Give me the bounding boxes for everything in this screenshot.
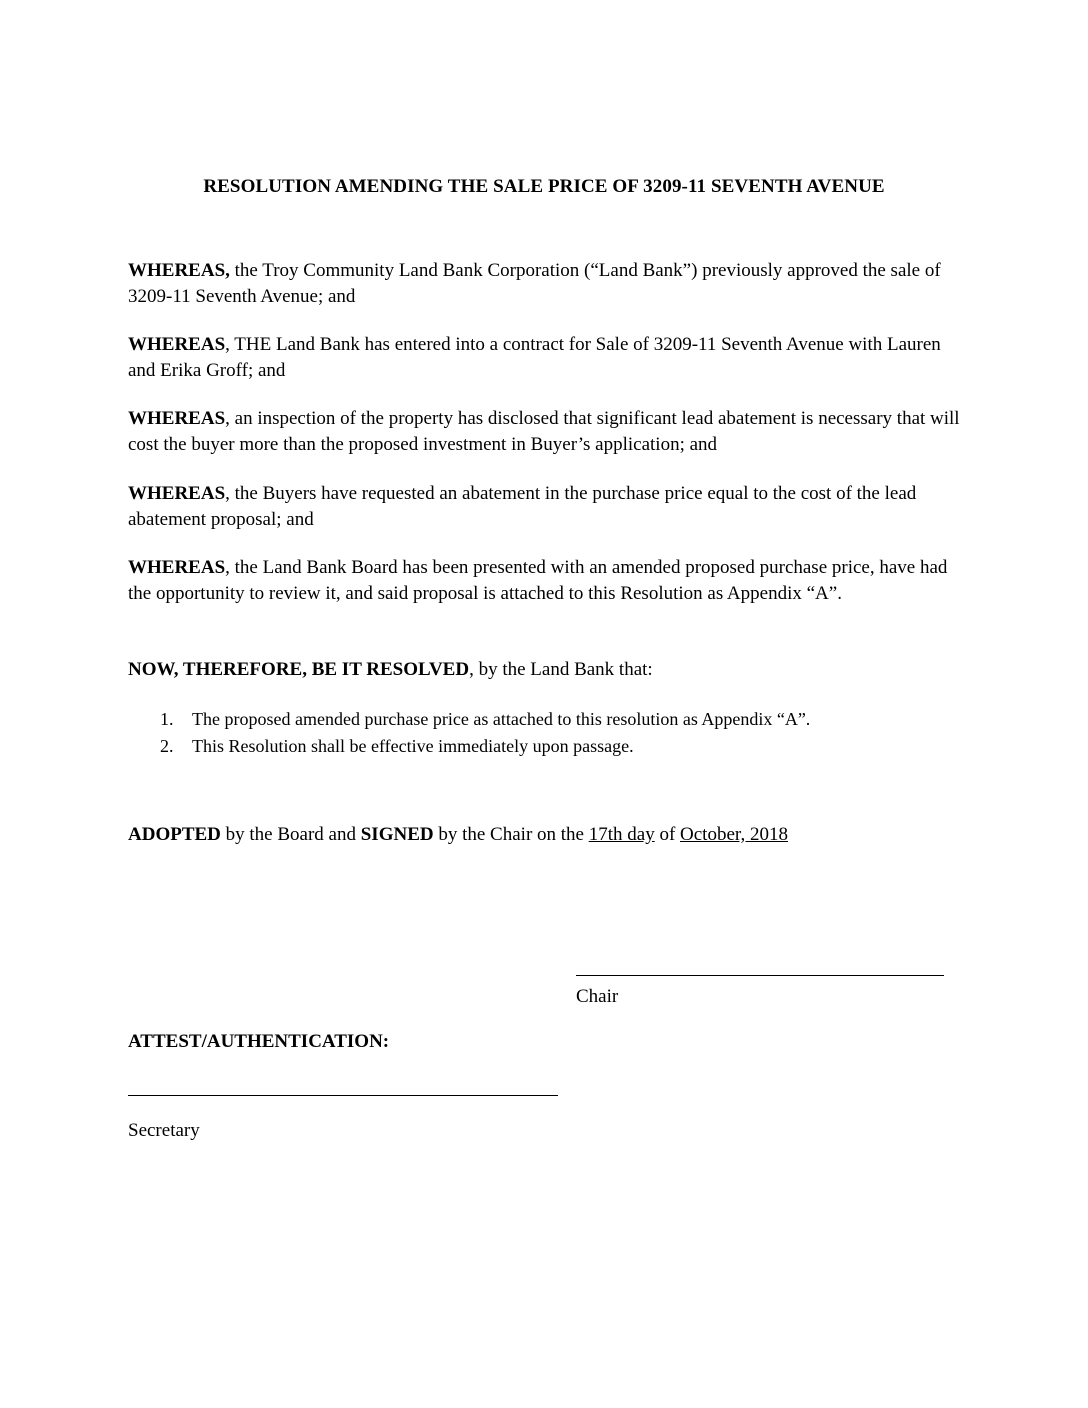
adopted-text: by the Chair on the bbox=[433, 824, 589, 845]
whereas-text: , an inspection of the property has disclosed that significant lead abatement is necessary that will cost the buyer more than the proposed investment in Buyer’s application; and bbox=[128, 408, 960, 455]
resolved-lead: NOW, THEREFORE, BE IT RESOLVED bbox=[128, 659, 470, 680]
list-item-number: 1. bbox=[160, 709, 174, 729]
adoption-statement bbox=[128, 822, 968, 848]
whereas-text: the Troy Community Land Bank Corporation (“Land Bank”) previously approved the sale of 3209-11 Seventh Avenue; and bbox=[128, 260, 941, 307]
list-item bbox=[160, 733, 960, 760]
document-title: RESOLUTION AMENDING THE SALE PRICE OF 3209-11 SEVENTH AVENUE bbox=[203, 176, 885, 197]
secretary-label: Secretary bbox=[128, 1120, 200, 1141]
resolved-text: , by the Land Bank that: bbox=[469, 659, 653, 680]
resolved-clause bbox=[128, 657, 968, 683]
adoption-day: 17th day bbox=[588, 824, 655, 845]
adopted-word: ADOPTED bbox=[128, 824, 221, 845]
whereas-lead: WHEREAS bbox=[128, 334, 226, 355]
list-item bbox=[160, 706, 960, 733]
whereas-clause-4 bbox=[128, 481, 968, 533]
signed-word: SIGNED bbox=[360, 824, 434, 845]
whereas-clause-2 bbox=[128, 332, 968, 384]
whereas-clause-5 bbox=[128, 555, 968, 607]
adopted-text: of bbox=[654, 824, 681, 845]
whereas-text: , the Land Bank Board has been presented with an amended proposed purchase price, have had the opportunity to review it, and said proposal is attached to this Resolution as Appendix “A”. bbox=[128, 557, 948, 604]
adopted-text: by the Board and bbox=[220, 824, 361, 845]
whereas-lead: WHEREAS, bbox=[128, 260, 230, 281]
adoption-date: October, 2018 bbox=[680, 824, 788, 845]
whereas-lead: WHEREAS bbox=[128, 483, 226, 504]
resolution-list bbox=[160, 706, 960, 760]
chair-signature-line bbox=[576, 975, 944, 976]
whereas-text: , the Buyers have requested an abatement in the purchase price equal to the cost of the lead abatement proposal; and bbox=[128, 483, 917, 530]
attest-heading: ATTEST/AUTHENTICATION: bbox=[128, 1031, 390, 1052]
whereas-text: , THE Land Bank has entered into a contract for Sale of 3209-11 Seventh Avenue with Lauren and Erika Groff; and bbox=[128, 334, 941, 381]
list-item-text: This Resolution shall be effective immediately upon passage. bbox=[192, 736, 634, 756]
whereas-clause-3 bbox=[128, 406, 968, 458]
whereas-lead: WHEREAS bbox=[128, 408, 226, 429]
chair-label: Chair bbox=[576, 986, 619, 1007]
whereas-lead: WHEREAS bbox=[128, 557, 226, 578]
list-item-number: 2. bbox=[160, 736, 174, 756]
secretary-signature-line bbox=[128, 1095, 558, 1096]
list-item-text: The proposed amended purchase price as attached to this resolution as Appendix “A”. bbox=[192, 709, 811, 729]
whereas-clause-1 bbox=[128, 258, 968, 310]
